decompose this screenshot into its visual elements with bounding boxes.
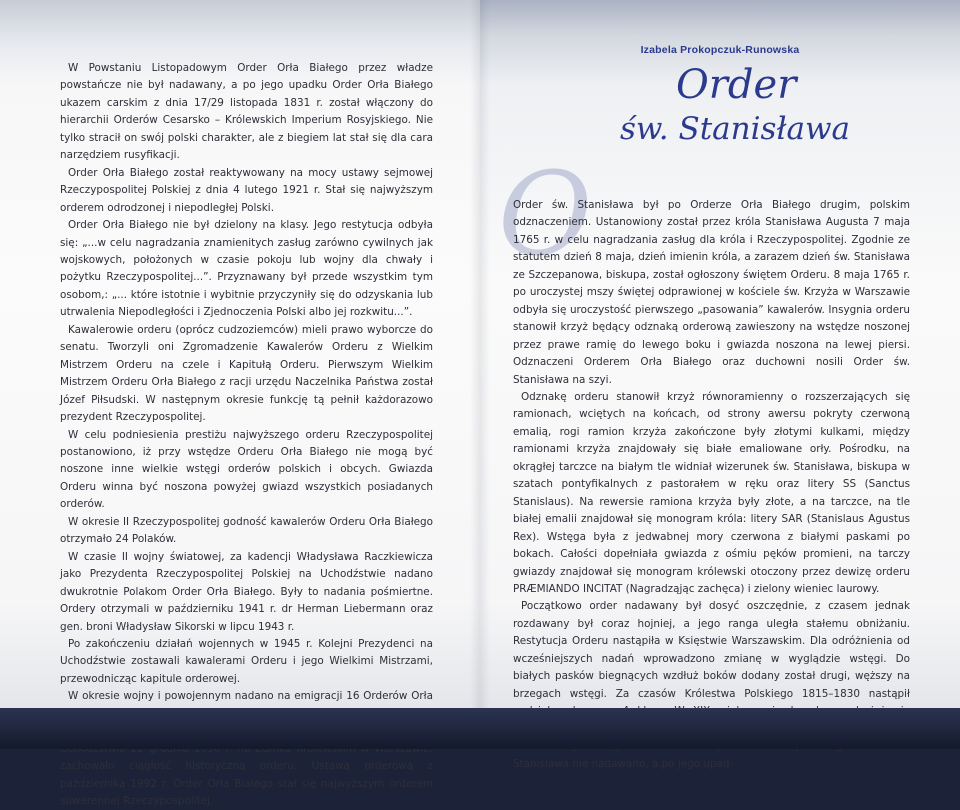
paragraph: W celu podniesienia prestiżu najwyższego orderu Rzeczypospolitej postanowiono, iż przy wstędze Orderu Orła Białego nie mogą być noszone inne wielkie wstęgi orderów polskich i obcych. Gwiazda Orderu winna być noszona powyżej gwiazd wszystkich posiadanych orderów. bbox=[60, 428, 433, 511]
paragraph: Początkowo order nadawany był dosyć oszczędnie, z czasem jednak rozdawany był coraz hojniej, a jego ranga uległa stałemu obniżaniu. Restytucja Orderu nastąpiła w Księstwie Warszawskim. Dla odróżnienia od wcześniejszych nadań wprowadzono zmianę w wyglądzie wstęgi. Do białych pasków biegnących wzdłuż boków dodany został drugi, węższy na brzegach wstęgi. Za czasów Królestwa Polskiego 1815–1830 nastąpił Stanisława nie nadawano, a po jego upad- bbox=[513, 600, 910, 770]
right-page-text bbox=[513, 197, 910, 773]
paragraph: zachowało ciągłość historyczną orderu. Ustawą orderową z października 1992 r. Order Orła Białego stał się najwyższym orderem suwerennej Rzeczypospolitej. bbox=[60, 760, 433, 808]
paragraph: Odznakę orderu stanowił krzyż równoramienny o rozszerzających się ramionach, wciętych na końcach, od strony awersu pokryty czerwoną emalią, rogi ramion krzyża zakończone były złotymi kulkami, między ramionami krzyża znajdowały się białe emaliowane orły. Pośrodku, na okrągłej tarczce na białym tle widniał wizerunek św. Stanisława, biskupa w szatach pontyfikalnych z pastorałem w ręku oraz litery SS (Sanctus Stanislaus). Na rewersie ramiona krzyża były złote, a na tarczce, na tle białej emalii znajdował się monogram króla: litery SAR (Stanislaus Agustus Rex). Wstęga była z jedwabnej mory czerwona z białymi paskami po bokach. Całości dopełniała gwiazda z ośmiu pęków promieni, na tarczy gwiazdy znajdował się monogram królewski otoczony przez dewizę orderu PRÆMIANDO INCITAT (Nagradząjąc zachęca) i zielony wieniec laurowy. bbox=[513, 390, 910, 595]
paragraph: W okresie II Rzeczypospolitej godność kawalerów Orderu Orła Białego otrzymało 24 Polaków. bbox=[60, 515, 433, 546]
paragraph: Order Orła Białego został reaktywowany na mocy ustawy sejmowej Rzeczypospolitej Polskiej z dnia 4 lutego 1921 r. Stał się najwyższym orderem odrodzonej i niepodległej Polski. bbox=[60, 166, 433, 214]
paragraph: W okresie wojny i powojennym nadano na emigracji 16 Orderów Orła bbox=[68, 690, 433, 703]
paragraph: Order św. Stanisława był po Orderze Orła Białego drugim, polskim odznaczeniem. Ustanowiony został przez króla Stanisława Augusta 7 maja 1765 r. w celu nagradzania zasług dla króla i Rzeczypospolitej. Zgodnie ze statutem dzień 8 maja, dzień imienin króla, a zarazem dzień św. Stanisława ze Szczepanowa, biskupa, został ogłoszony świętem Orderu. 8 maja 1765 r. po uroczystej mszy świętej odprawionej w kościele św. Krzyża w Warszawie odbyła się uroczystość pierwszego „pasowania” kawalerów. Insygnia orderu stanowił krzyż będący odznaką orderową zawieszony na wstędze noszonej przez prawe ramię do lewego boku i gwiazda noszona na lewej piersi. Odznaczeni Orderem Orła Białego oraz duchowni nosili Order św. Stanisława na szyi. bbox=[513, 199, 910, 386]
paragraph: Po zakończeniu działań wojennych w 1945 r. Kolejni Prezydenci na Uchodźstwie zostawali kawalerami Orderu i jego Wielkimi Mistrzami, przewodnicząc kapitule orderowej. bbox=[60, 637, 433, 685]
paragraph: Kawalerowie orderu (oprócz cudzoziemców) mieli prawo wyborcze do senatu. Tworzyli oni Zgromadzenie Kawalerów Orderu z Wielkim Mistrzem Orderu na czele i Kapitułą Orderu. Pierwszym Wielkim Mistrzem Orderu Orła Białego z racji urzędu Naczelnika Państwa został Józef Piłsudski. W następnym okresie funkcję tą pełnił każdorazowo prezydent Rzeczypospolitej. bbox=[60, 323, 433, 424]
paragraph: W czasie II wojny światowej, za kadencji Władysława Raczkiewicza jako Prezydenta Rzeczypospolitej Polskiej na Uchodźstwie nadano dwukrotnie Polakom Order Orła Białego. Były to nadania pośmiertne. Ordery otrzymali w październiku 1941 r. dr Herman Liebermann oraz gen. broni Władysław Sikorski w lipcu 1943 r. bbox=[60, 550, 433, 633]
chapter-title-line1: Order bbox=[676, 62, 797, 108]
chapter-title-line2: św. Stanisława bbox=[620, 111, 850, 147]
page-gutter bbox=[470, 0, 490, 708]
author-name: Izabela Prokopczuk-Runowska bbox=[640, 44, 800, 56]
bottom-decorative-band bbox=[0, 708, 960, 749]
paragraph: Order Orła Białego nie był dzielony na klasy. Jego restytucja odbyła się: „...w celu nagradzania znamienitych zasług zarówno cywilnych jak wojskowych, położonych w czasie pokoju lub wojny dla chwały i pożytku Rzeczypospolitej...”. Przyznawany był przede wszystkim tym osobom,: „... które istotnie i wybitnie przyczyniły się do odzyskania lub utrwalenia Niepodległości i Zjednoczenia Polski albo jej rozkwitu...”. bbox=[60, 219, 433, 319]
drop-cap-letter: O bbox=[498, 148, 593, 282]
left-page-text bbox=[60, 60, 433, 810]
paragraph: W Powstaniu Listopadowym Order Orła Białego przez władze powstańcze nie był nadawany, a po jego upadku Order Orła Białego ukazem carskim z dnia 17/29 listopada 1831 r. został włączony do hierarchii Orderów Cesarsko – Królewskich Imperium Rosyjskiego. Nie tylko stracił on swój polski charakter, ale z biegiem lat stał się dla cara narzędziem rusyfikacji. bbox=[60, 62, 433, 162]
left-page bbox=[0, 0, 480, 808]
